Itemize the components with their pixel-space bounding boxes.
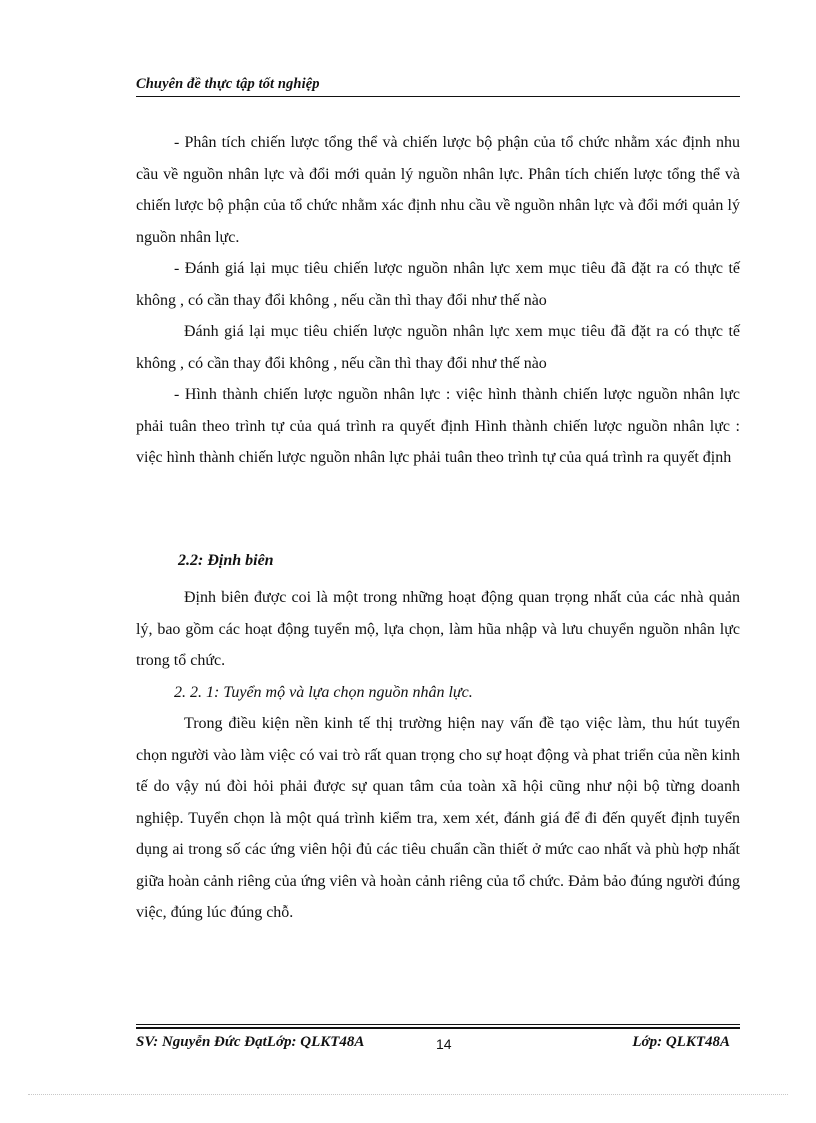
page-number: 14	[436, 1036, 452, 1052]
paragraph-recruitment: Trong điều kiện nền kinh tế thị trường hiện nay vấn đề tạo việc làm, thu hút tuyển chọn người vào làm việc có vai trò rất quan trọng cho sự hoạt động và phat triển của nền kinh tế do vậy nú đòi hỏi phải được sự quan tâm của toàn xã hội cũng như nội bộ từng doanh nghiệp. Tuyển chọn là một quá trình kiểm tra, xem xét, đánh giá để đi đến quyết định tuyển dụng ai trong số các ứng viên hội đủ các tiêu chuẩn cần thiết ở mức cao nhất và phù hợp nhất giữa hoàn cảnh riêng của ứng viên và hoàn cảnh riêng của tổ chức. Đảm bảo đúng người đúng việc, đúng lúc đúng chỗ.	[136, 715, 740, 921]
paragraph-staffing-intro: Định biên được coi là một trong những hoạt động quan trọng nhất của các nhà quản lý, bao gồm các hoạt động tuyển mộ, lựa chọn, làm hũa nhập và lưu chuyển nguồn nhân lực trong tổ chức.	[136, 589, 740, 669]
footer-rule-top	[136, 1024, 740, 1025]
page-bottom-dotted-line	[28, 1094, 788, 1095]
section-strategy-text	[136, 127, 740, 474]
footer-class: Lớp: QLKT48A	[632, 1034, 730, 1050]
paragraph-formation: - Hình thành chiến lược nguồn nhân lực : việc hình thành chiến lược nguồn nhân lực phải tuân theo trình tự của quá trình ra quyết định Hình thành chiến lược nguồn nhân lực : việc hình thành chiến lược nguồn nhân lực phải tuân theo trình tự của quá trình ra quyết định	[136, 386, 740, 466]
header-title: Chuyên đề thực tập tốt nghiệp	[136, 76, 320, 92]
paragraph-evaluate-repeat: Đánh giá lại mục tiêu chiến lược nguồn nhân lực xem mục tiêu đã đặt ra có thực tế không , có cần thay đổi không , nếu cần thì thay đổi như thế nào	[136, 323, 740, 372]
paragraph-analysis: - Phân tích chiến lược tổng thể và chiến lược bộ phận của tổ chức nhằm xác định nhu cầu về nguồn nhân lực và đổi mới quản lý nguồn nhân lực. Phân tích chiến lược tổng thể và chiến lược bộ phận của tổ chức nhằm xác định nhu cầu về nguồn nhân lực và đổi mới quản lý nguồn nhân lực.	[136, 134, 740, 246]
paragraph-evaluate: - Đánh giá lại mục tiêu chiến lược nguồn nhân lực xem mục tiêu đã đặt ra có thực tế không , có cần thay đổi không , nếu cần thì thay đổi như thế nào	[136, 260, 740, 309]
footer-student: SV: Nguyễn Đức ĐạtLớp: QLKT48A	[136, 1034, 365, 1050]
section-heading-staffing: 2.2: Định biên	[178, 552, 274, 569]
footer-rule-bottom	[136, 1027, 740, 1029]
section-staffing-text	[136, 582, 740, 929]
subheading-recruitment: 2. 2. 1: Tuyển mộ và lựa chọn nguồn nhân lực.	[174, 683, 473, 701]
header-rule	[136, 96, 740, 97]
